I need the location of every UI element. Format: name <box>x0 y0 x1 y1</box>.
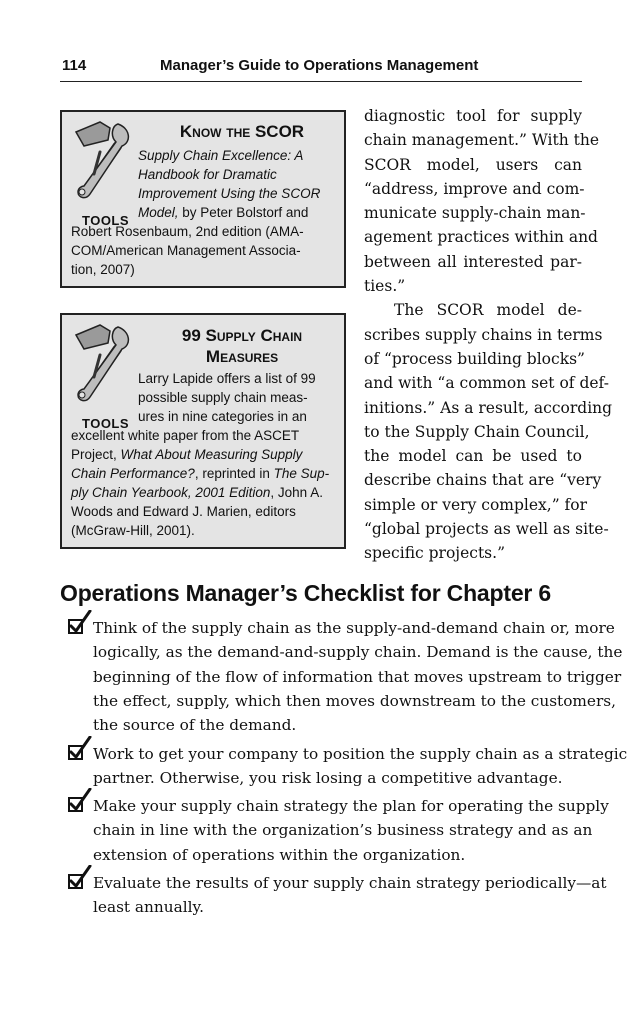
box-text-line: ply Chain Yearbook, 2001 Edition, John A. <box>71 485 323 500</box>
checklist-line: logically, as the demand-and-supply chain. Demand is the cause, the <box>93 643 623 662</box>
box-title-line-2: Measures <box>205 347 279 366</box>
running-header <box>60 57 582 82</box>
running-title: Manager’s Guide to Operations Management <box>160 57 479 74</box>
box-title-line-1: 99 Supply Chain <box>181 326 303 345</box>
checkbox-check-icon <box>68 736 92 762</box>
box-text-line: excellent white paper from the ASCET <box>71 428 300 443</box>
checkbox-check-icon <box>68 788 92 814</box>
box-text-line: Handbook for Dramatic <box>138 167 277 182</box>
body-line: diagnostic tool for supply <box>364 107 582 125</box>
checklist-line: the source of the demand. <box>93 716 297 735</box>
tools-icon <box>70 321 134 431</box>
box-text-line: Project, What About Measuring Supply <box>71 447 303 462</box>
tools-sidebar-supply-chain-measures <box>60 313 346 549</box>
checklist-line: Think of the supply chain as the supply-and-demand chain or, more <box>93 619 615 637</box>
body-line: describe chains that are “very <box>364 471 602 490</box>
body-line: the model can be used to <box>364 447 582 466</box>
checklist-line: Work to get your company to position the supply chain as a strategic <box>93 745 628 763</box>
checklist-item-text <box>93 871 607 920</box>
tools-sidebar-know-the-scor <box>60 110 346 288</box>
body-line: The SCOR model de- <box>394 301 582 320</box>
tools-label: TOOLS <box>82 416 130 431</box>
tools-icon <box>70 118 134 228</box>
body-line: ties.” <box>364 277 406 296</box>
body-line: scribes supply chains in terms <box>364 325 603 344</box>
box-text-line: (McGraw-Hill, 2001). <box>71 523 195 538</box>
body-line: simple or very complex,” for <box>364 495 588 514</box>
page-number: 114 <box>62 57 87 74</box>
box-text-line: Supply Chain Excellence: A <box>138 148 304 163</box>
checklist-line: Make your supply chain strategy the plan for operating the supply <box>93 797 609 815</box>
checklist-line: the effect, supply, which then moves downstream to the customers, <box>93 691 616 710</box>
checklist-item-text <box>93 616 623 737</box>
body-line: “address, improve and com- <box>364 179 585 198</box>
checklist-item-text <box>93 794 609 867</box>
checklist-title: Operations Manager’s Checklist for Chapter 6 <box>60 580 551 606</box>
checklist-line: Evaluate the results of your supply chain strategy periodically—at <box>93 874 607 892</box>
body-line: municate supply-chain man- <box>364 204 586 223</box>
box-text-line: ures in nine categories in an <box>138 409 307 424</box>
body-line: specific projects.” <box>364 544 505 563</box>
body-line: chain management.” With the <box>364 131 600 150</box>
body-line: “global projects as well as site- <box>364 520 609 539</box>
body-line: of “process building blocks” <box>364 349 585 368</box>
box-text-line: Model, by Peter Bolstorf and <box>138 205 309 220</box>
body-line: SCOR model, users can <box>364 155 582 174</box>
box-text-line: Improvement Using the SCOR <box>138 186 321 201</box>
box-title: Know the SCOR <box>179 122 305 141</box>
box-text-line: possible supply chain meas- <box>138 390 308 405</box>
checklist-line: beginning of the flow of information that moves upstream to trigger <box>93 667 622 686</box>
box-text-line: COM/American Management Associa- <box>71 243 301 258</box>
checkbox-check-icon <box>68 865 92 891</box>
body-column-text <box>364 104 613 566</box>
checklist-line: partner. Otherwise, you risk losing a competitive advantage. <box>93 769 563 788</box>
body-line: agement practices within and <box>364 228 598 247</box>
body-line: and with “a common set of def- <box>364 374 609 393</box>
tools-label: TOOLS <box>82 213 130 228</box>
checklist-line: chain in line with the organization’s business strategy and as an <box>93 821 593 840</box>
checklist-line: least annually. <box>93 898 204 917</box>
box-text-line: Woods and Edward J. Marien, editors <box>71 504 296 519</box>
box-text-line: tion, 2007) <box>71 262 135 277</box>
checkbox-check-icon <box>68 610 92 636</box>
box-text-line: Larry Lapide offers a list of 99 <box>138 371 316 386</box>
box-text-line: Robert Rosenbaum, 2nd edition (AMA- <box>71 224 304 239</box>
body-line: initions.” As a result, according <box>364 398 613 417</box>
checklist-item-text <box>93 742 628 791</box>
body-line: between all interested par- <box>364 252 582 271</box>
body-line: to the Supply Chain Council, <box>364 422 590 441</box>
box-text-line: Chain Performance?, reprinted in The Sup- <box>71 466 330 481</box>
checklist-line: extension of operations within the organization. <box>93 845 466 864</box>
